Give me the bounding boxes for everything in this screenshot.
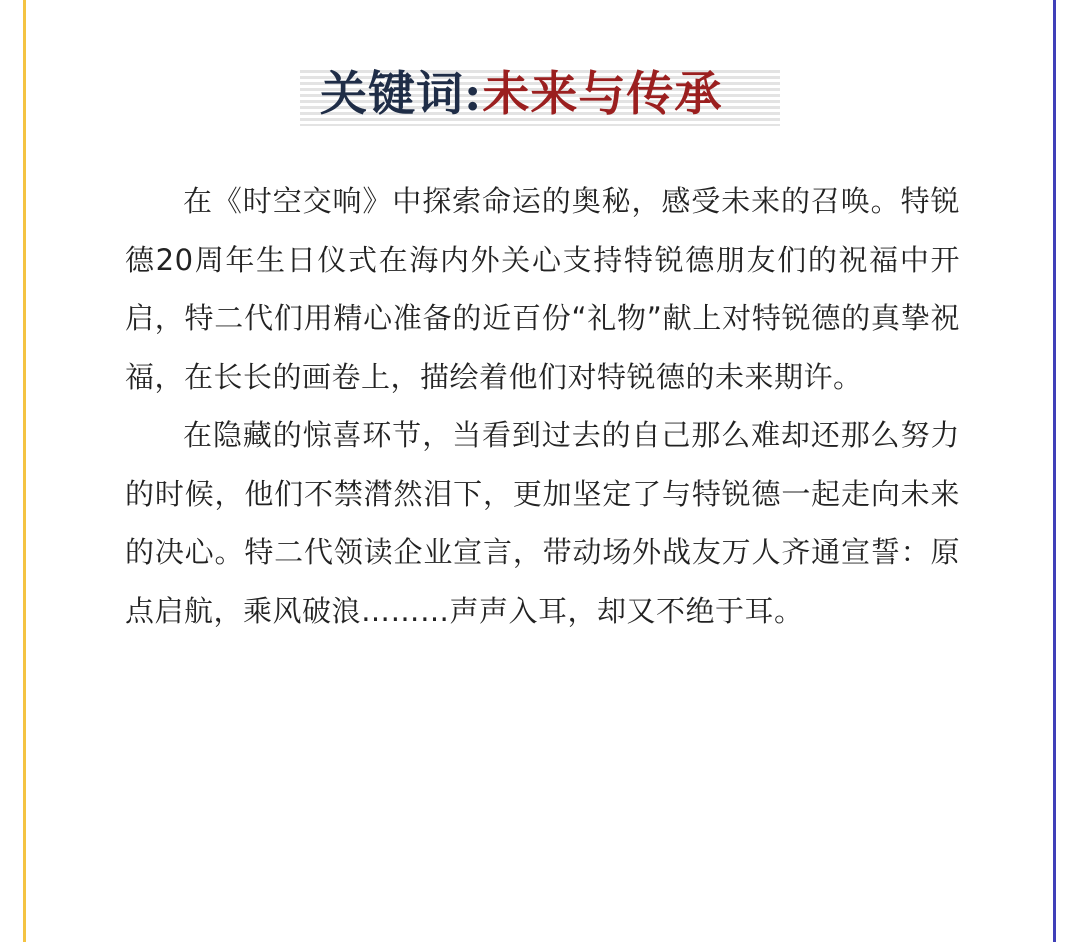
heading-keyword-value: 未来与传承 xyxy=(482,67,723,122)
right-border-line xyxy=(1053,0,1056,942)
left-border-line xyxy=(23,0,26,942)
section-heading xyxy=(300,62,780,128)
paragraph-2: 在隐藏的惊喜环节，当看到过去的自己那么难却还那么努力的时候，他们不禁潸然泪下，更加坚定了与特锐德一起走向未来的决心。特二代领读企业宣言，带动场外战友万人齐通宣誓：原点启航，乘风破浪………声声入耳，却又不绝于耳。 xyxy=(125,418,960,628)
heading-text xyxy=(320,62,722,128)
heading-keyword-label: 关键词: xyxy=(320,67,483,122)
paragraph-1: 在《时空交响》中探索命运的奥秘，感受未来的召唤。特锐德20周年生日仪式在海内外关心支持特锐德朋友们的祝福中开启，特二代们用精心准备的近百份“礼物”献上对特锐德的真挚祝福，在长长的画卷上，描绘着他们对特锐德的未来期许。 xyxy=(125,184,960,394)
article-body xyxy=(125,172,960,640)
